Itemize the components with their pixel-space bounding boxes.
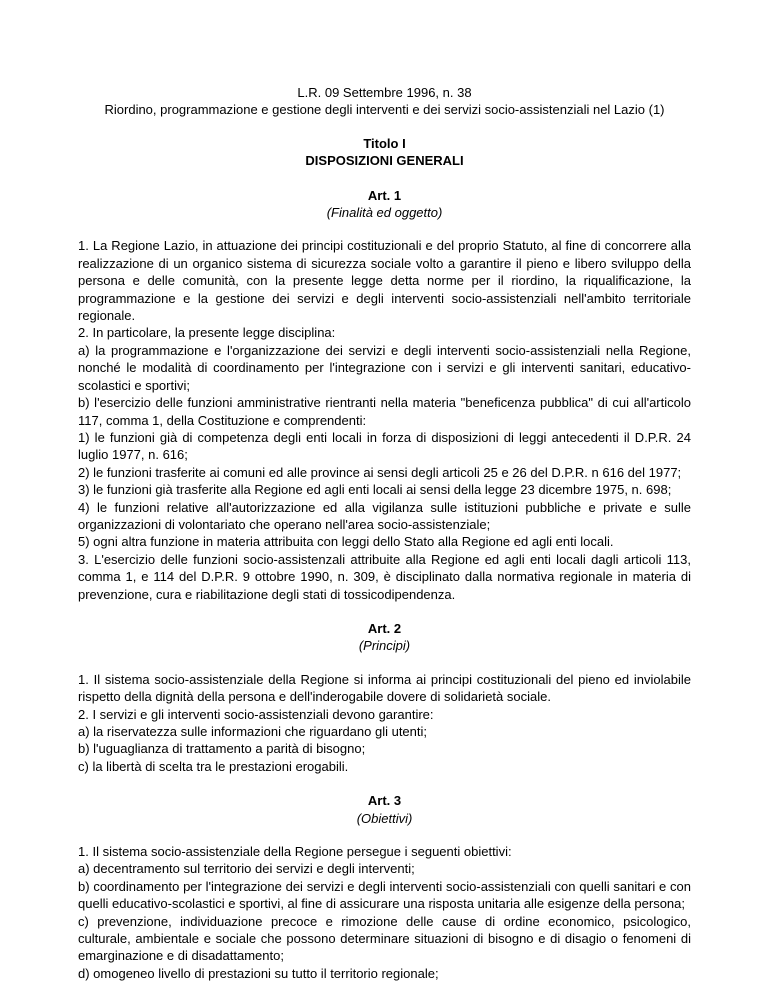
article-paragraph: 2. I servizi e gli interventi socio-assistenziali devono garantire: bbox=[78, 706, 434, 722]
article-paragraph: 2. In particolare, la presente legge disciplina: bbox=[78, 325, 336, 341]
article-paragraph: a) decentramento sul territorio dei servizi e degli interventi; bbox=[78, 861, 415, 877]
law-title: Riordino, programmazione e gestione degli interventi e dei servizi socio-assistenziali nel Lazio (1) bbox=[104, 102, 665, 118]
article-paragraph: a) la programmazione e l'organizzazione dei servizi e degli interventi socio-assistenziali nella Regione, nonché le modalità di coordinamento per l'integrazione con i servizi e gli interventi sanitari, educativo-scolastici e sportivi; bbox=[78, 342, 691, 393]
article-paragraph: b) l'esercizio delle funzioni amministrative rientranti nella materia "beneficenza pubblica" di cui all'articolo 117, comma 1, della Costituzione e comprendenti: bbox=[78, 395, 691, 428]
title-label: Titolo I bbox=[363, 135, 406, 151]
article-paragraph: d) omogeneo livello di prestazioni su tutto il territorio regionale; bbox=[78, 965, 439, 981]
article-paragraph: c) la libertà di scelta tra le prestazioni erogabili. bbox=[78, 758, 349, 774]
article-heading: Art. 3 bbox=[367, 793, 402, 809]
article-heading: Art. 2 bbox=[367, 620, 402, 636]
article-paragraph: 5) ogni altra funzione in materia attribuita con leggi dello Stato alla Regione ed agli enti locali. bbox=[78, 534, 614, 550]
article-paragraph: c) prevenzione, individuazione precoce e rimozione delle cause di ordine economico, psicologico, culturale, ambientale e sociale che possono determinare situazioni di bisogno e di disagio o fenomeni di emarginazione e di disadattamento; bbox=[78, 913, 691, 964]
article-paragraph: 2) le funzioni trasferite ai comuni ed alle province ai sensi degli articoli 25 e 26 del D.P.R. n 616 del 1977; bbox=[78, 464, 682, 480]
article-paragraph: 1. Il sistema socio-assistenziale della Regione persegue i seguenti obiettivi: bbox=[78, 844, 512, 860]
article-3 bbox=[78, 792, 691, 982]
article-heading: Art. 1 bbox=[367, 187, 402, 203]
article-subheading: (Principi) bbox=[358, 638, 411, 654]
article-2 bbox=[78, 620, 691, 775]
article-1 bbox=[78, 187, 691, 603]
article-paragraph: 1) le funzioni già di competenza degli enti locali in forza di disposizioni di leggi antecedenti il D.P.R. 24 luglio 1977, n. 616; bbox=[78, 429, 691, 463]
article-paragraph: a) la riservatezza sulle informazioni che riguardano gli utenti; bbox=[78, 724, 428, 739]
law-reference: L.R. 09 Settembre 1996, n. 38 bbox=[297, 85, 472, 100]
article-subheading: (Finalità ed oggetto) bbox=[326, 205, 443, 221]
article-paragraph: 1. La Regione Lazio, in attuazione dei principi costituzionali e del proprio Statuto, al fine di concorrere alla realizzazione di un organico sistema di sicurezza sociale volto a garantire il pieno e libero sviluppo della persona e delle comunità, con la presente legge detta norme per il riordino, la riqualificazione, la programmazione e la gestione dei servizi e degli interventi socio-assistenziali nell'ambito territoriale regionale. bbox=[78, 238, 691, 324]
article-paragraph: 4) le funzioni relative all'autorizzazione ed alla vigilanza sulle istituzioni pubbliche e private e sulle organizzazioni di volontariato che operano nell'area socio-assistenziale; bbox=[78, 499, 691, 532]
article-paragraph: b) coordinamento per l'integrazione dei servizi e degli interventi socio-assistenziali con quelli sanitari e con quelli educativo-scolastici e sportivi, al fine di assicurare una risposta unitaria alle esigenze della persona; bbox=[78, 878, 691, 912]
article-paragraph: 3. L'esercizio delle funzioni socio-assistenzali attribuite alla Regione ed agli enti locali dagli articoli 113, comma 1, e 114 del D.P.R. 9 ottobre 1990, n. 309, è disciplinato dalla normativa regionale in materia di prevenzione, cura e riabilitazione degli stati di tossicodipendenza. bbox=[78, 551, 691, 602]
article-subheading: (Obiettivi) bbox=[356, 810, 413, 826]
title-name: DISPOSIZIONI GENERALI bbox=[305, 153, 464, 169]
article-paragraph: 3) le funzioni già trasferite alla Regione ed agli enti locali ai sensi della legge 23 dicembre 1975, n. 698; bbox=[78, 482, 672, 498]
article-paragraph: 1. Il sistema socio-assistenziale della Regione si informa ai principi costituzionali del pieno ed inviolabile rispetto della dignità della persona e dell'inderogabile dovere di solidarietà sociale. bbox=[78, 671, 691, 705]
article-paragraph: b) l'uguaglianza di trattamento a parità di bisogno; bbox=[78, 741, 366, 757]
